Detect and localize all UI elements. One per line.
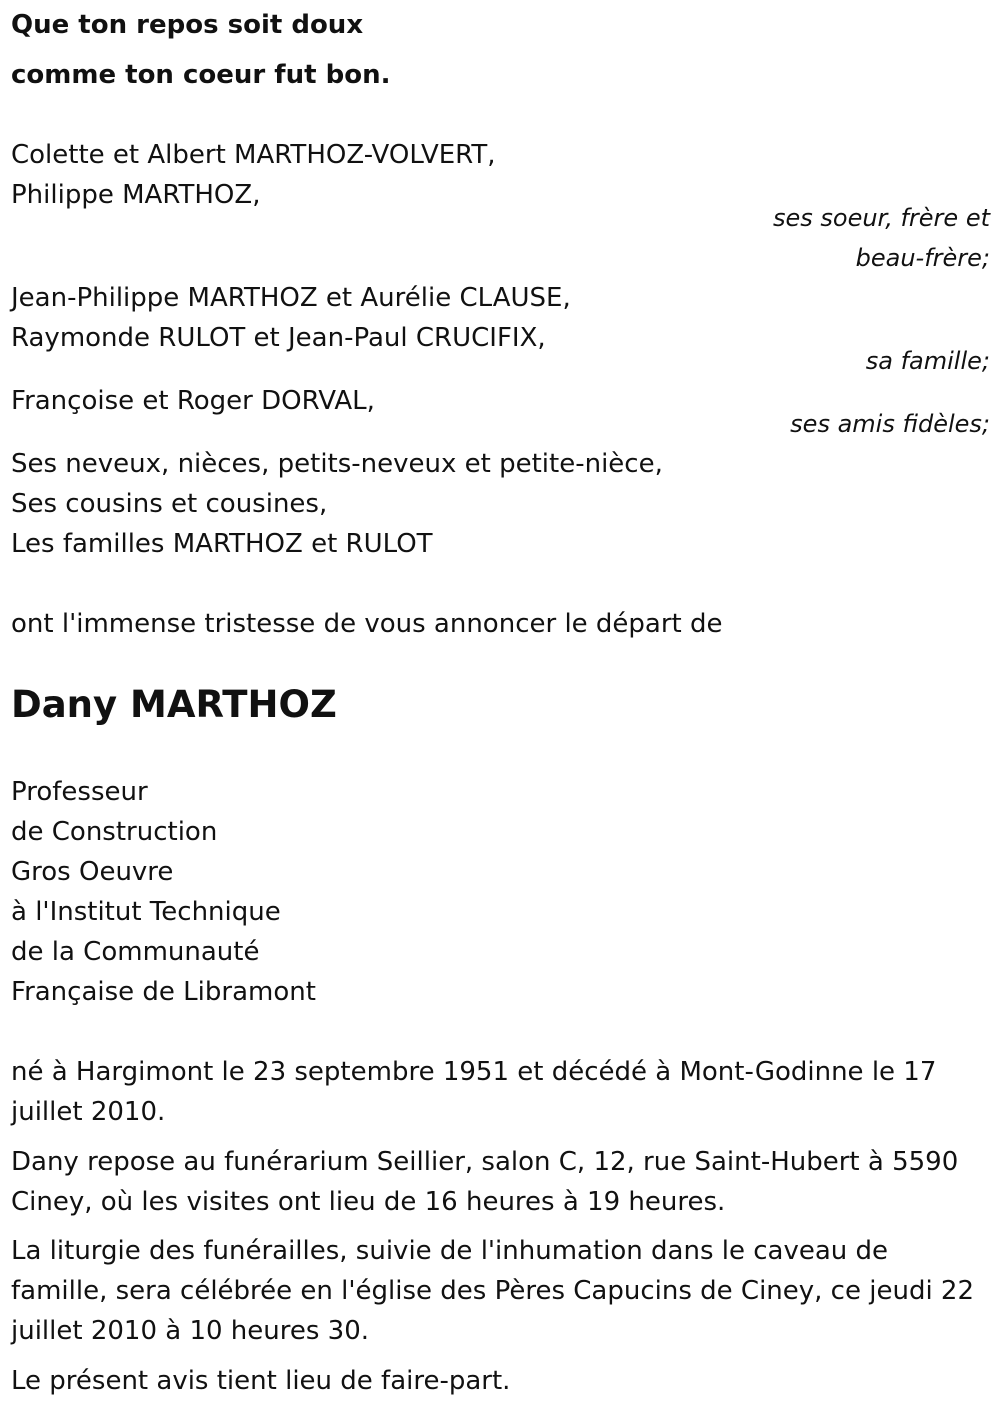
relatives-line: Les familles MARTHOZ et RULOT bbox=[11, 529, 433, 559]
funeral-text: La liturgie des funérailles, suivie de l'inhumation dans le caveau de bbox=[11, 1236, 889, 1266]
family-member: Colette et Albert MARTHOZ-VOLVERT, bbox=[11, 140, 496, 170]
profession-line: Française de Libramont bbox=[11, 977, 316, 1007]
deceased-name: Dany MARTHOZ bbox=[11, 683, 337, 726]
epigraph-line-2: comme ton coeur fut bon. bbox=[11, 60, 391, 90]
funeral-text: juillet 2010 à 10 heures 30. bbox=[11, 1316, 370, 1346]
profession-line: à l'Institut Technique bbox=[11, 897, 281, 927]
family-member: Jean-Philippe MARTHOZ et Aurélie CLAUSE, bbox=[11, 283, 571, 313]
profession-line: Professeur bbox=[11, 777, 148, 807]
relatives-line: Ses cousins et cousines, bbox=[11, 489, 328, 519]
funeral-text: famille, sera célébrée en l'église des Pères Capucins de Ciney, ce jeudi 22 bbox=[11, 1276, 975, 1306]
relatives-line: Ses neveux, nièces, petits-neveux et petite-nièce, bbox=[11, 449, 663, 479]
birth-death-text: juillet 2010. bbox=[11, 1097, 166, 1127]
relation-label: ses amis fidèles; bbox=[790, 410, 990, 438]
family-member: Françoise et Roger DORVAL, bbox=[11, 386, 375, 416]
profession-line: de la Communauté bbox=[11, 937, 260, 967]
visitation-text: Ciney, où les visites ont lieu de 16 heures à 19 heures. bbox=[11, 1187, 726, 1217]
profession-line: Gros Oeuvre bbox=[11, 857, 174, 887]
announcement-text: ont l'immense tristesse de vous annoncer le départ de bbox=[11, 609, 723, 639]
visitation-text: Dany repose au funérarium Seillier, salon C, 12, rue Saint-Hubert à 5590 bbox=[11, 1147, 959, 1177]
family-member: Philippe MARTHOZ, bbox=[11, 180, 261, 210]
family-member: Raymonde RULOT et Jean-Paul CRUCIFIX, bbox=[11, 323, 546, 353]
epigraph-line-1: Que ton repos soit doux bbox=[11, 10, 364, 40]
profession-line: de Construction bbox=[11, 817, 218, 847]
relation-label: ses soeur, frère et bbox=[772, 204, 990, 232]
relation-label: beau-frère; bbox=[855, 244, 990, 272]
notice-text: Le présent avis tient lieu de faire-part. bbox=[11, 1366, 511, 1396]
birth-death-text: né à Hargimont le 23 septembre 1951 et décédé à Mont-Godinne le 17 bbox=[11, 1057, 937, 1087]
relation-label: sa famille; bbox=[865, 347, 990, 375]
